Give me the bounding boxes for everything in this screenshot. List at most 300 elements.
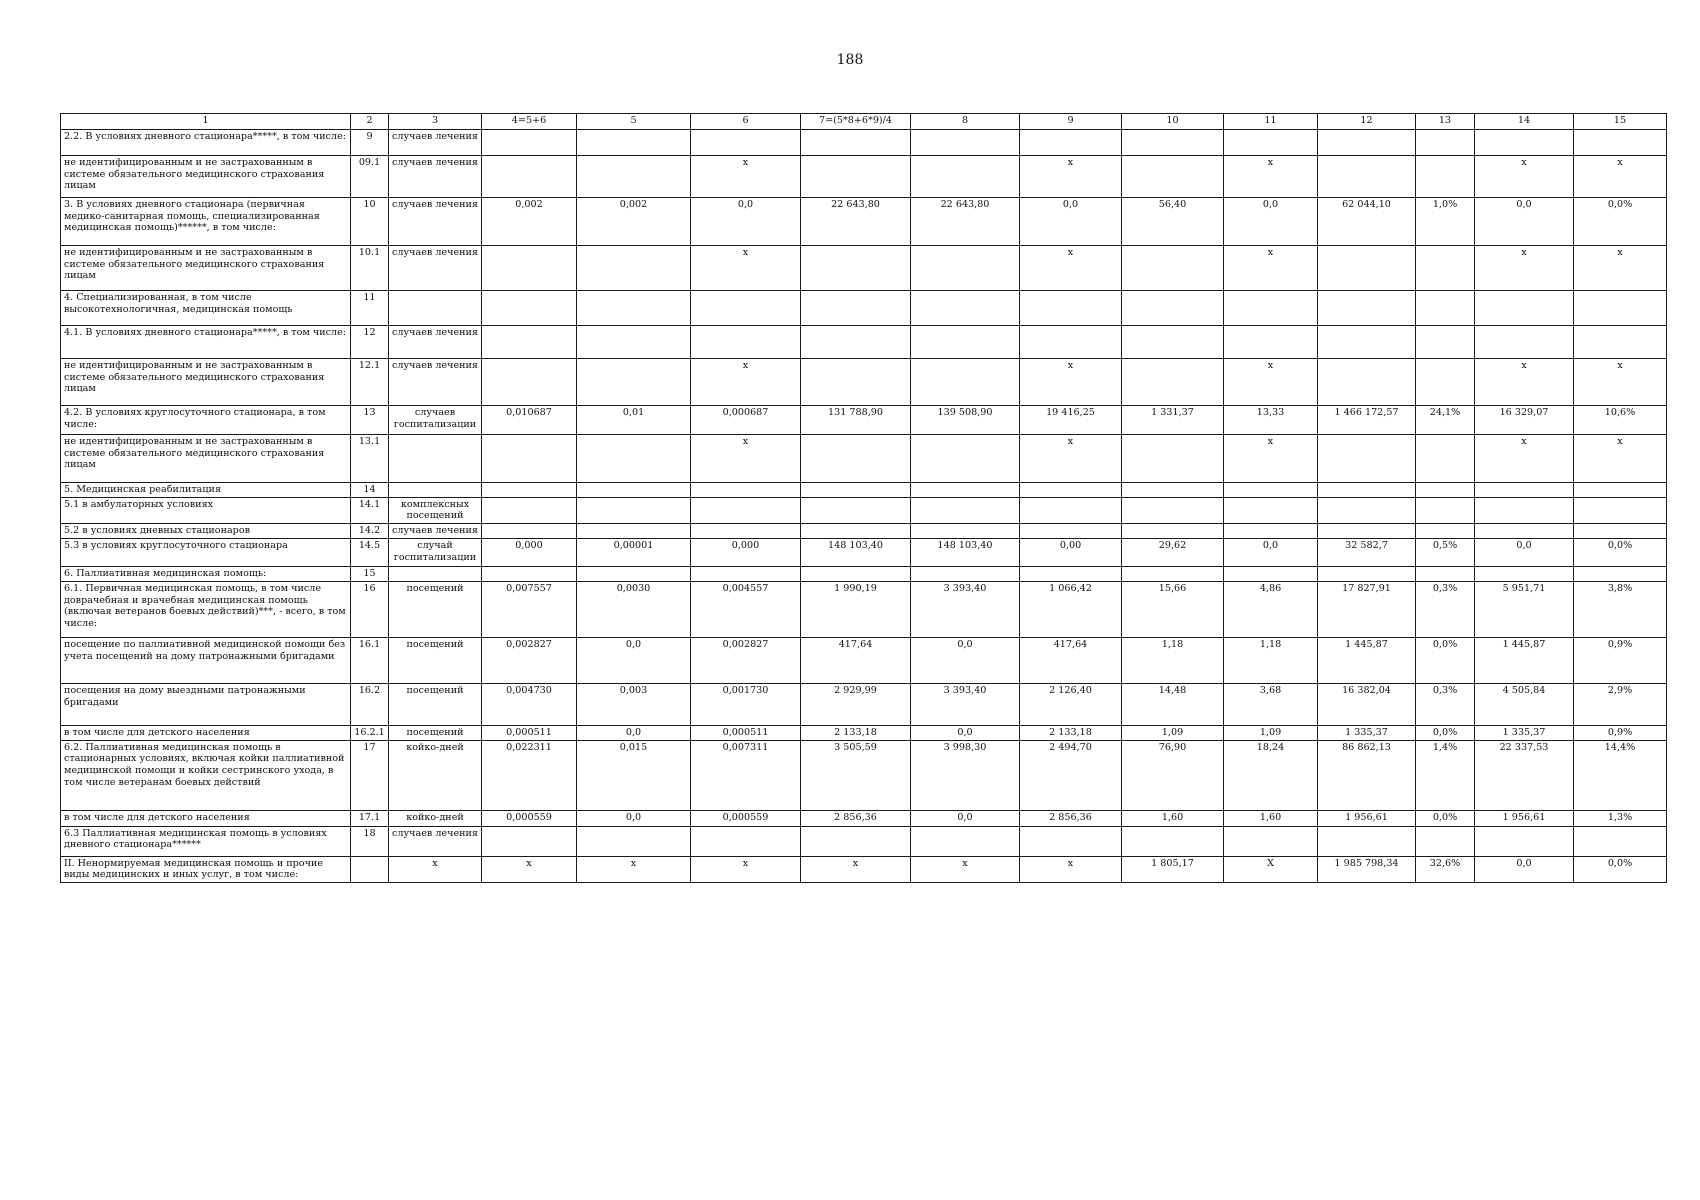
table-cell [1224, 497, 1318, 523]
row-label-cell: 6.2. Паллиативная медицинская помощь в стационарных условиях, включая койки паллиативной медицинской помощи и койки сестринского ухода, в том числе ветеранам боевых действий [61, 740, 351, 810]
table-cell [911, 567, 1020, 582]
table-row [61, 856, 1667, 882]
table-cell: 14,48 [1122, 683, 1224, 725]
table-row [61, 539, 1667, 567]
header-cell: 14 [1475, 114, 1574, 130]
table-cell: 0,9% [1574, 725, 1667, 740]
table-cell [801, 326, 911, 359]
table-cell: 3,8% [1574, 581, 1667, 637]
table-body [61, 114, 1667, 883]
table-cell [1416, 497, 1475, 523]
table-cell: 09.1 [351, 156, 389, 198]
table-cell [1318, 246, 1416, 291]
table-cell [577, 359, 691, 406]
table-cell [482, 156, 577, 198]
table-cell: 1,18 [1224, 637, 1318, 683]
table-cell: х [1475, 246, 1574, 291]
table-row [61, 246, 1667, 291]
table-cell: х [691, 435, 801, 483]
row-label-cell: 5. Медицинская реабилитация [61, 483, 351, 498]
table-cell: 14.2 [351, 524, 389, 539]
table-cell: х [1574, 246, 1667, 291]
table-cell [1416, 826, 1475, 856]
table-cell: 0,0 [577, 810, 691, 826]
table-cell [1122, 524, 1224, 539]
table-cell: 0,022311 [482, 740, 577, 810]
table-cell [1416, 524, 1475, 539]
table-cell: 1,18 [1122, 637, 1224, 683]
table-cell [482, 826, 577, 856]
table-cell: 2 494,70 [1020, 740, 1122, 810]
table-cell [577, 483, 691, 498]
table-cell [389, 435, 482, 483]
table-cell [911, 483, 1020, 498]
header-cell: 4=5+6 [482, 114, 577, 130]
table-cell [1318, 524, 1416, 539]
table-cell [1574, 326, 1667, 359]
table-cell [691, 130, 801, 156]
table-cell: 10 [351, 198, 389, 246]
header-cell: 6 [691, 114, 801, 130]
table-cell: 13,33 [1224, 406, 1318, 435]
table-cell: 3,68 [1224, 683, 1318, 725]
table-cell [1020, 497, 1122, 523]
table-cell: случаев лечения [389, 524, 482, 539]
page-number: 188 [836, 52, 864, 68]
header-cell: 10 [1122, 114, 1224, 130]
row-label-cell: 6.1. Первичная медицинская помощь, в том числе доврачебная и врачебная медицинская помощь (включая ветеранов боевых действий)***, - всего, в том числе: [61, 581, 351, 637]
table-cell [691, 291, 801, 326]
table-cell: 32 582,7 [1318, 539, 1416, 567]
table-cell [911, 359, 1020, 406]
table-cell [1416, 291, 1475, 326]
table-cell: х [577, 856, 691, 882]
table-cell [911, 826, 1020, 856]
table-cell: 0,00 [1020, 539, 1122, 567]
row-label-cell: 6.3 Паллиативная медицинская помощь в условиях дневного стационара****** [61, 826, 351, 856]
table-cell [577, 435, 691, 483]
table-cell [801, 291, 911, 326]
table-cell: 24,1% [1416, 406, 1475, 435]
table-cell [1122, 291, 1224, 326]
table-cell: х [1224, 435, 1318, 483]
table-cell [1122, 246, 1224, 291]
table-cell: 0,0 [1475, 539, 1574, 567]
table-cell: х [1020, 359, 1122, 406]
table-row [61, 130, 1667, 156]
table-cell [911, 524, 1020, 539]
row-label-cell: 4.1. В условиях дневного стационара*****, в том числе: [61, 326, 351, 359]
table-cell: 14 [351, 483, 389, 498]
table-cell [1416, 130, 1475, 156]
header-cell: 1 [61, 114, 351, 130]
table-cell [1318, 435, 1416, 483]
table-cell [801, 826, 911, 856]
header-cell: 8 [911, 114, 1020, 130]
table-cell: 86 862,13 [1318, 740, 1416, 810]
table-cell: 14,4% [1574, 740, 1667, 810]
table-cell: 1 445,87 [1318, 637, 1416, 683]
table-cell [577, 246, 691, 291]
table-cell [801, 483, 911, 498]
table-cell: 18 [351, 826, 389, 856]
table-cell: 2 929,99 [801, 683, 911, 725]
table-cell [1475, 826, 1574, 856]
table-cell [1122, 483, 1224, 498]
table-cell: случаев госпитализации [389, 406, 482, 435]
table-cell [1574, 291, 1667, 326]
table-cell [577, 291, 691, 326]
table-cell: 0,0% [1416, 810, 1475, 826]
row-label-cell: 5.1 в амбулаторных условиях [61, 497, 351, 523]
table-cell: 1 066,42 [1020, 581, 1122, 637]
table-cell: 1 331,37 [1122, 406, 1224, 435]
table-cell [1475, 326, 1574, 359]
table-cell: х [1574, 435, 1667, 483]
table-cell [1224, 567, 1318, 582]
table-cell: посещений [389, 725, 482, 740]
table-cell: х [691, 246, 801, 291]
row-label-cell: в том числе для детского населения [61, 810, 351, 826]
table-cell: 0,0 [911, 725, 1020, 740]
table-cell: 1,60 [1122, 810, 1224, 826]
table-cell [482, 567, 577, 582]
table-cell: 0,007557 [482, 581, 577, 637]
table-cell [1224, 524, 1318, 539]
table-cell: 0,000511 [691, 725, 801, 740]
table-cell: 0,9% [1574, 637, 1667, 683]
table-cell [1416, 435, 1475, 483]
table-cell [482, 497, 577, 523]
table-cell: х [1224, 359, 1318, 406]
row-label-cell: посещения на дому выездными патронажными бригадами [61, 683, 351, 725]
table-cell [577, 156, 691, 198]
row-label-cell: 2.2. В условиях дневного стационара*****, в том числе: [61, 130, 351, 156]
table-cell: 3 393,40 [911, 581, 1020, 637]
table-cell: 2 133,18 [801, 725, 911, 740]
table-cell: 0,0 [691, 198, 801, 246]
table-cell [1475, 497, 1574, 523]
table-cell: 10.1 [351, 246, 389, 291]
table-cell: х [801, 856, 911, 882]
table-cell: 15 [351, 567, 389, 582]
table-cell: 13.1 [351, 435, 389, 483]
table-row [61, 435, 1667, 483]
header-cell: 13 [1416, 114, 1475, 130]
table-cell: Х [1224, 856, 1318, 882]
table-cell [577, 524, 691, 539]
table-cell [911, 156, 1020, 198]
table-cell [1318, 326, 1416, 359]
table-cell [1574, 567, 1667, 582]
table-cell [691, 497, 801, 523]
row-label-cell: II. Ненормируемая медицинская помощь и прочие виды медицинских и иных услуг, в том числе: [61, 856, 351, 882]
table-cell [691, 483, 801, 498]
table-cell: 0,01 [577, 406, 691, 435]
table-cell: 139 508,90 [911, 406, 1020, 435]
table-cell: 1 445,87 [1475, 637, 1574, 683]
table-cell [1475, 567, 1574, 582]
table-cell: 0,002 [482, 198, 577, 246]
table-cell: случаев лечения [389, 326, 482, 359]
table-cell: х [691, 856, 801, 882]
table-cell [911, 435, 1020, 483]
table-cell: комплексных посещений [389, 497, 482, 523]
table-cell: 1,3% [1574, 810, 1667, 826]
table-row [61, 826, 1667, 856]
table-cell: 0,0 [1475, 856, 1574, 882]
table-cell: х [691, 156, 801, 198]
table-cell [577, 326, 691, 359]
header-row [61, 114, 1667, 130]
table-cell [1574, 130, 1667, 156]
table-row [61, 483, 1667, 498]
table-cell: х [1020, 156, 1122, 198]
table-cell: 10,6% [1574, 406, 1667, 435]
table-row [61, 406, 1667, 435]
table-cell [691, 826, 801, 856]
table-cell: случаев лечения [389, 198, 482, 246]
table-cell: 131 788,90 [801, 406, 911, 435]
table-cell: 148 103,40 [801, 539, 911, 567]
table-cell: 16.2 [351, 683, 389, 725]
data-table [60, 113, 1667, 883]
table-cell: 417,64 [801, 637, 911, 683]
table-cell [577, 567, 691, 582]
table-cell: 15,66 [1122, 581, 1224, 637]
table-cell: 17 [351, 740, 389, 810]
table-cell: х [911, 856, 1020, 882]
table-cell [1122, 156, 1224, 198]
table-cell [1416, 483, 1475, 498]
table-cell [1318, 567, 1416, 582]
table-cell [482, 524, 577, 539]
table-cell: 0,5% [1416, 539, 1475, 567]
table-cell [1020, 524, 1122, 539]
table-cell [1122, 826, 1224, 856]
table-cell: случаев лечения [389, 246, 482, 291]
table-cell: 1,09 [1224, 725, 1318, 740]
table-cell: 2,9% [1574, 683, 1667, 725]
table-cell: 19 416,25 [1020, 406, 1122, 435]
table-cell [1475, 130, 1574, 156]
table-cell: 0,0 [577, 725, 691, 740]
table-cell: случаев лечения [389, 359, 482, 406]
table-cell: 0,004557 [691, 581, 801, 637]
table-cell: 0,0 [911, 810, 1020, 826]
table-cell: койко-дней [389, 810, 482, 826]
table-cell [1122, 497, 1224, 523]
table-cell [389, 483, 482, 498]
table-cell: 0,3% [1416, 683, 1475, 725]
table-cell [482, 435, 577, 483]
table-cell: 0,0 [1224, 198, 1318, 246]
table-cell [577, 826, 691, 856]
table-cell: 22 643,80 [801, 198, 911, 246]
table-cell: 11 [351, 291, 389, 326]
table-cell [1318, 130, 1416, 156]
table-cell [577, 497, 691, 523]
row-label-cell: 5.2 в условиях дневных стационаров [61, 524, 351, 539]
table-cell: 5 951,71 [1475, 581, 1574, 637]
table-cell: 0,0030 [577, 581, 691, 637]
table-cell [801, 359, 911, 406]
table-cell: 0,000559 [482, 810, 577, 826]
header-cell: 3 [389, 114, 482, 130]
table-cell [911, 246, 1020, 291]
table-row [61, 156, 1667, 198]
table-cell: х [1574, 359, 1667, 406]
table-cell: 16.1 [351, 637, 389, 683]
table-cell [1122, 567, 1224, 582]
table-cell: 0,000687 [691, 406, 801, 435]
table-cell: случаев лечения [389, 130, 482, 156]
table-cell: 417,64 [1020, 637, 1122, 683]
table-cell: 16.2.1 [351, 725, 389, 740]
row-label-cell: не идентифицированным и не застрахованным в системе обязательного медицинского страхования лицам [61, 435, 351, 483]
table-cell: 9 [351, 130, 389, 156]
table-row [61, 198, 1667, 246]
table-cell: х [482, 856, 577, 882]
table-cell: 16 329,07 [1475, 406, 1574, 435]
header-cell: 12 [1318, 114, 1416, 130]
table-cell: 0,00001 [577, 539, 691, 567]
table-cell: 2 133,18 [1020, 725, 1122, 740]
table-cell [1318, 156, 1416, 198]
table-cell: 2 126,40 [1020, 683, 1122, 725]
table-cell: 0,0 [1224, 539, 1318, 567]
header-cell: 11 [1224, 114, 1318, 130]
table-cell [1318, 826, 1416, 856]
row-label-cell: в том числе для детского населения [61, 725, 351, 740]
table-cell [1574, 826, 1667, 856]
table-cell: 1 805,17 [1122, 856, 1224, 882]
table-cell [1475, 483, 1574, 498]
table-cell [1318, 483, 1416, 498]
table-cell: 76,90 [1122, 740, 1224, 810]
table-cell [801, 156, 911, 198]
table-cell [691, 524, 801, 539]
table-cell [801, 130, 911, 156]
table-cell [1416, 567, 1475, 582]
table-cell: койко-дней [389, 740, 482, 810]
table-cell [1416, 326, 1475, 359]
table-cell [1122, 435, 1224, 483]
table-cell: 1 956,61 [1318, 810, 1416, 826]
table-row [61, 326, 1667, 359]
table-cell [1574, 524, 1667, 539]
table-row [61, 291, 1667, 326]
table-cell: 14.1 [351, 497, 389, 523]
table-cell: 0,003 [577, 683, 691, 725]
header-cell: 15 [1574, 114, 1667, 130]
table-cell: х [1020, 856, 1122, 882]
table-cell: 3 505,59 [801, 740, 911, 810]
table-cell: 0,000559 [691, 810, 801, 826]
table-cell: 0,0% [1574, 539, 1667, 567]
table-cell: случаев лечения [389, 156, 482, 198]
table-cell: 0,000511 [482, 725, 577, 740]
table-cell: 0,0% [1574, 856, 1667, 882]
row-label-cell: не идентифицированным и не застрахованным в системе обязательного медицинского страхования лицам [61, 156, 351, 198]
header-cell: 2 [351, 114, 389, 130]
table-cell: 3 393,40 [911, 683, 1020, 725]
table-cell: х [389, 856, 482, 882]
table-cell: 1,60 [1224, 810, 1318, 826]
table-row [61, 740, 1667, 810]
table-cell: 17 827,91 [1318, 581, 1416, 637]
table-cell [801, 524, 911, 539]
table-cell [801, 497, 911, 523]
table-row [61, 683, 1667, 725]
table-cell: 0,001730 [691, 683, 801, 725]
table-cell: посещений [389, 581, 482, 637]
table-cell [351, 856, 389, 882]
table-cell [1020, 326, 1122, 359]
table-cell: 1 335,37 [1475, 725, 1574, 740]
table-row [61, 359, 1667, 406]
table-cell [911, 497, 1020, 523]
table-cell: х [691, 359, 801, 406]
table-cell: х [1475, 156, 1574, 198]
table-cell: 16 [351, 581, 389, 637]
table-cell [1122, 130, 1224, 156]
row-label-cell: не идентифицированным и не застрахованным в системе обязательного медицинского страхования лицам [61, 359, 351, 406]
table-cell: случаев лечения [389, 826, 482, 856]
table-cell: 22 337,53 [1475, 740, 1574, 810]
table-cell [801, 435, 911, 483]
table-cell [1475, 291, 1574, 326]
table-row [61, 725, 1667, 740]
table-cell: 32,6% [1416, 856, 1475, 882]
table-cell [1318, 497, 1416, 523]
table-cell [1020, 130, 1122, 156]
table-cell: 4 505,84 [1475, 683, 1574, 725]
table-row [61, 567, 1667, 582]
table-row [61, 581, 1667, 637]
table-cell: 0,0 [1020, 198, 1122, 246]
table-cell [482, 326, 577, 359]
row-label-cell: 4.2. В условиях круглосуточного стационара, в том числе: [61, 406, 351, 435]
table-cell: х [1475, 359, 1574, 406]
table-cell [1416, 156, 1475, 198]
table-cell [1122, 326, 1224, 359]
table-cell: 0,000 [482, 539, 577, 567]
table-cell: 0,002827 [691, 637, 801, 683]
table-cell: 0,0% [1416, 637, 1475, 683]
header-cell: 7=(5*8+6*9)/4 [801, 114, 911, 130]
header-cell: 5 [577, 114, 691, 130]
table-cell: х [1020, 435, 1122, 483]
table-cell: 0,004730 [482, 683, 577, 725]
table-cell: х [1224, 156, 1318, 198]
table-cell: 0,0 [1475, 198, 1574, 246]
table-cell [1122, 359, 1224, 406]
row-label-cell: не идентифицированным и не застрахованным в системе обязательного медицинского страхования лицам [61, 246, 351, 291]
table-cell: 148 103,40 [911, 539, 1020, 567]
table-cell: 0,000 [691, 539, 801, 567]
row-label-cell: посещение по паллиативной медицинской помощи без учета посещений на дому патронажными бригадами [61, 637, 351, 683]
table-cell: случай госпитализации [389, 539, 482, 567]
table-cell: 12.1 [351, 359, 389, 406]
table-cell: 0,002827 [482, 637, 577, 683]
table-cell [1574, 497, 1667, 523]
table-cell: 1 956,61 [1475, 810, 1574, 826]
table-cell [1416, 359, 1475, 406]
table-cell: 56,40 [1122, 198, 1224, 246]
table-cell [389, 567, 482, 582]
table-cell: 18,24 [1224, 740, 1318, 810]
